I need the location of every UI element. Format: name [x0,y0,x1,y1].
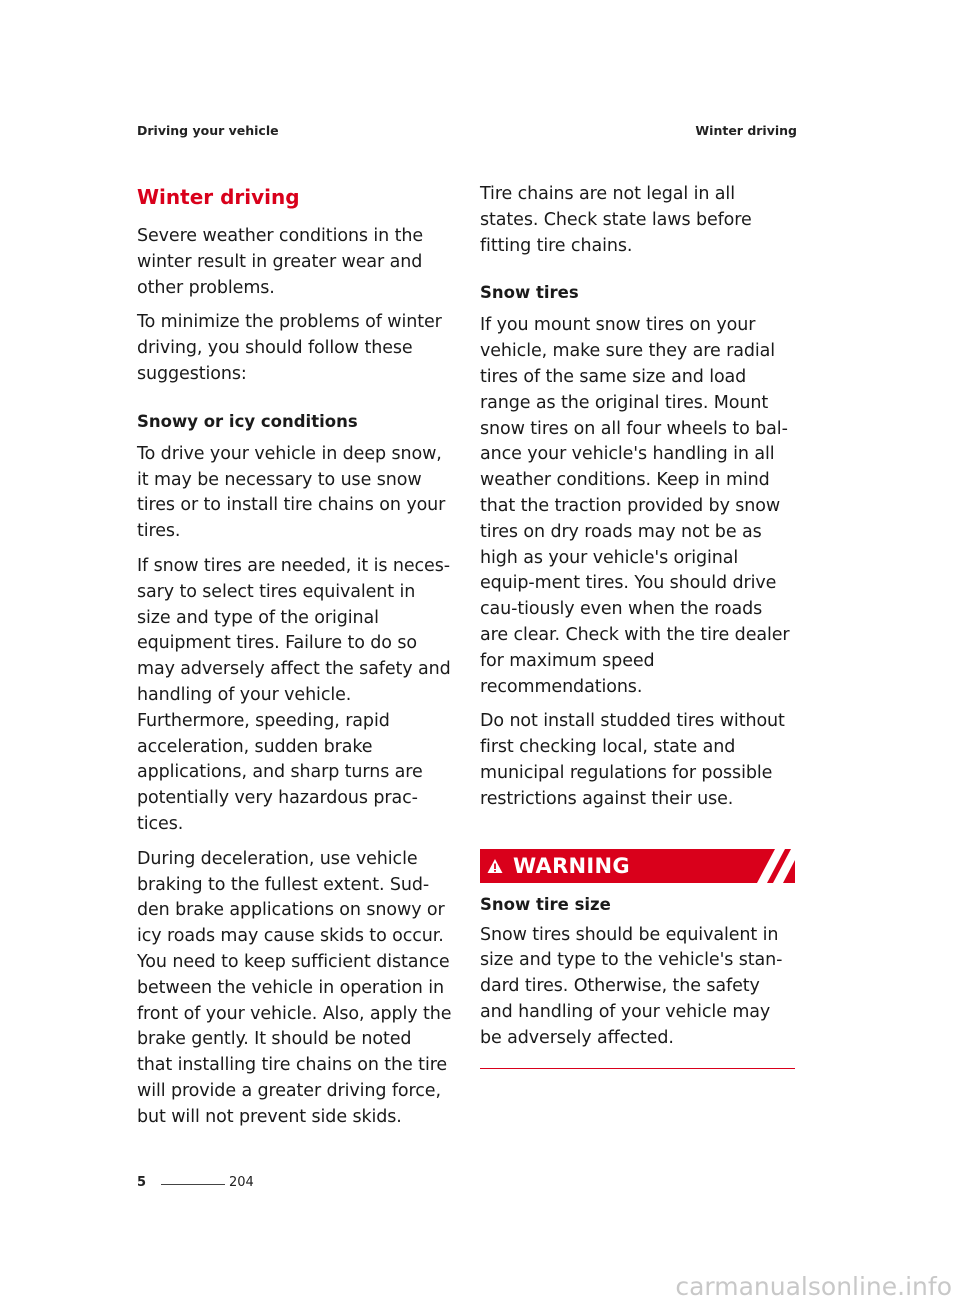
warning-title: Snow tire size [480,894,611,914]
tire-chains-note: Tire chains are not legal in all states. Check state laws before fitting tire chains. [480,184,752,256]
intro-paragraph-1: Severe weather conditions in the winter result in greater wear and other problems. [137,226,424,298]
snowy-paragraph-3: During deceleration, use vehicle braking to the fullest extent. Sud-den brake applications on snowy or icy roads may cause skids to occur. You need to keep sufficient distance between the vehicle in operation in front of your vehicle. Also, apply the brake gently. It should be noted that installing tire chains on the tire will provide a greater driving force, but will not prevent side skids. [137,848,452,1127]
warning-triangle-icon [487,858,503,874]
running-header-chapter: Driving your vehicle [137,123,279,138]
warning-banner [480,849,795,883]
page-title: Winter driving [137,185,300,209]
snowy-paragraph-2: If snow tires are needed, it is neces-sary to select tires equivalent in size and type of the original equipment tires. Failure to do so may adversely affect the safety and handling of your vehicle. Furthermore, speeding, rapid acceleration, sudden brake applications, and sharp turns are potentially very hazardous prac-tices. [137,555,451,834]
snow-tires-paragraph-2: Do not install studded tires without first checking local, state and municipal regulations for possible restrictions against their use. [480,711,785,809]
warning-end-rule [480,1068,795,1069]
section-heading-snowy-icy: Snowy or icy conditions [137,411,358,431]
section-heading-snow-tires: Snow tires [480,283,579,303]
page-number: 204 [229,1175,254,1190]
warning-label: WARNING [513,853,630,878]
running-header-section: Winter driving [695,123,797,138]
snowy-paragraph-1: To drive your vehicle in deep snow, it may be necessary to use snow tires or to install tire chains on your tires. [137,443,446,542]
right-column [480,182,795,1069]
warning-text: Snow tires should be equivalent in size and type to the vehicle's stan-dard tires. Otherwise, the safety and handling of your vehicle may be adversely affected. [480,924,783,1048]
intro-paragraph-2: To minimize the problems of winter driving, you should follow these suggestions: [137,312,442,384]
chapter-number: 5 [137,1175,147,1190]
warning-stripes-icon [739,849,795,883]
watermark: carmanualsonline.info [675,1272,952,1301]
left-column [137,182,452,1140]
footer-divider [161,1184,225,1185]
snow-tires-paragraph-1: If you mount snow tires on your vehicle, make sure they are radial tires of the same size and load range as the original tires. Mount snow tires on all four wheels to bal-ance your vehicle's handling in all weather conditions. Keep in mind that the traction provided by snow tires on dry roads may not be as high as your vehicle's original equip-ment tires. You should drive cau-tiously even when the roads are clear. Check with the tire dealer for maximum speed recommendations. [480,315,790,697]
